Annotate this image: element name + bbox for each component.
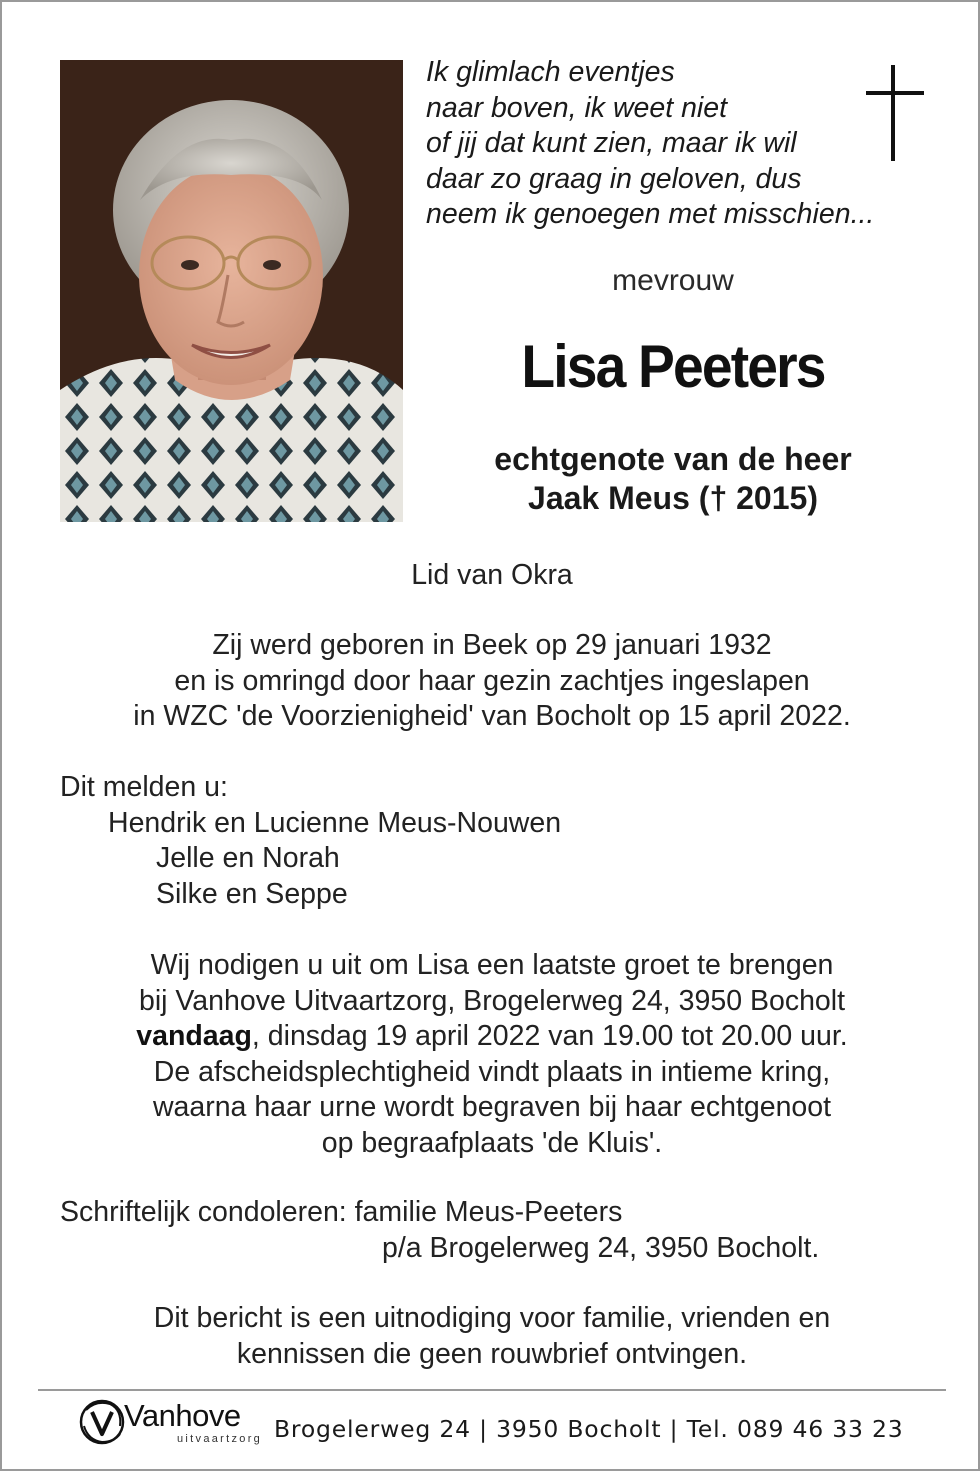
text-line: p/a Brogelerweg 24, 3950 Bocholt. <box>382 1231 820 1264</box>
membership: Lid van Okra <box>411 559 573 591</box>
family-list <box>60 770 561 912</box>
honorific: mevrouw <box>612 264 734 297</box>
text-line: op begraafplaats 'de Kluis'. <box>321 1126 663 1159</box>
text-line: en is omringd door haar gezin zachtjes ingeslapen <box>174 664 810 697</box>
spouse-line: echtgenote van de heer <box>494 441 852 477</box>
brand-subtitle: uitvaartzorg <box>177 1433 263 1445</box>
text-line: waarna haar urne wordt begraven bij haar echtgenoot <box>152 1091 832 1123</box>
family-member: Silke en Seppe <box>156 877 348 910</box>
family-member: Hendrik en Lucienne Meus-Nouwen <box>108 806 562 839</box>
text-line: Wij nodigen u uit om Lisa een laatste groet te brengen <box>150 949 834 981</box>
spouse-line: Jaak Meus († 2015) <box>528 480 818 516</box>
cross-icon <box>866 65 924 161</box>
footer-contact: Brogelerweg 24 | 3950 Bocholt | Tel. 089 46 33 23 <box>274 1415 904 1443</box>
invitation <box>2 948 980 1161</box>
text-fragment: , dinsdag 19 april 2022 van 19.00 tot 20.00 uur. <box>251 1020 848 1052</box>
family-intro: Dit melden u: <box>60 771 228 803</box>
poem-line: of jij dat kunt zien, maar ik wil <box>426 127 797 159</box>
text-line: Zij werd geboren in Beek op 29 januari 1932 <box>212 629 772 661</box>
text-line: Schriftelijk condoleren: familie Meus-Peeters <box>60 1196 623 1228</box>
poem-line: daar zo graag in geloven, dus <box>426 162 802 195</box>
text-line: bij Vanhove Uitvaartzorg, Brogelerweg 24, 3950 Bocholt <box>138 984 846 1017</box>
poem-line: neem ik genoegen met misschien... <box>426 198 875 230</box>
poem <box>426 55 874 233</box>
text-line <box>2 1019 980 1055</box>
family-member: Jelle en Norah <box>156 842 340 874</box>
poem-line: Ik glimlach eventjes <box>426 56 675 88</box>
vanhove-logo-icon <box>76 1396 128 1448</box>
condolence-address <box>60 1195 819 1266</box>
emphasis-today: vandaag <box>136 1020 252 1052</box>
vanhove-logo <box>76 1396 262 1452</box>
text-line: in WZC 'de Voorzienigheid' van Bocholt op 15 april 2022. <box>133 700 851 732</box>
birth-death-text <box>2 628 980 735</box>
portrait-illustration <box>60 60 403 522</box>
footer-divider <box>38 1389 946 1391</box>
text-line: Dit bericht is een uitnodiging voor familie, vrienden en <box>153 1302 831 1334</box>
text-line: kennissen die geen rouwbrief ontvingen. <box>236 1337 748 1370</box>
poem-line: naar boven, ik weet niet <box>426 91 728 124</box>
notice <box>2 1301 980 1372</box>
brand-name: Vanhove <box>124 1398 241 1433</box>
text-line: De afscheidsplechtigheid vindt plaats in intieme kring, <box>153 1055 831 1088</box>
deceased-name: Lisa Peeters <box>521 333 825 400</box>
portrait-photo <box>60 60 403 522</box>
spouse-info <box>478 440 868 518</box>
